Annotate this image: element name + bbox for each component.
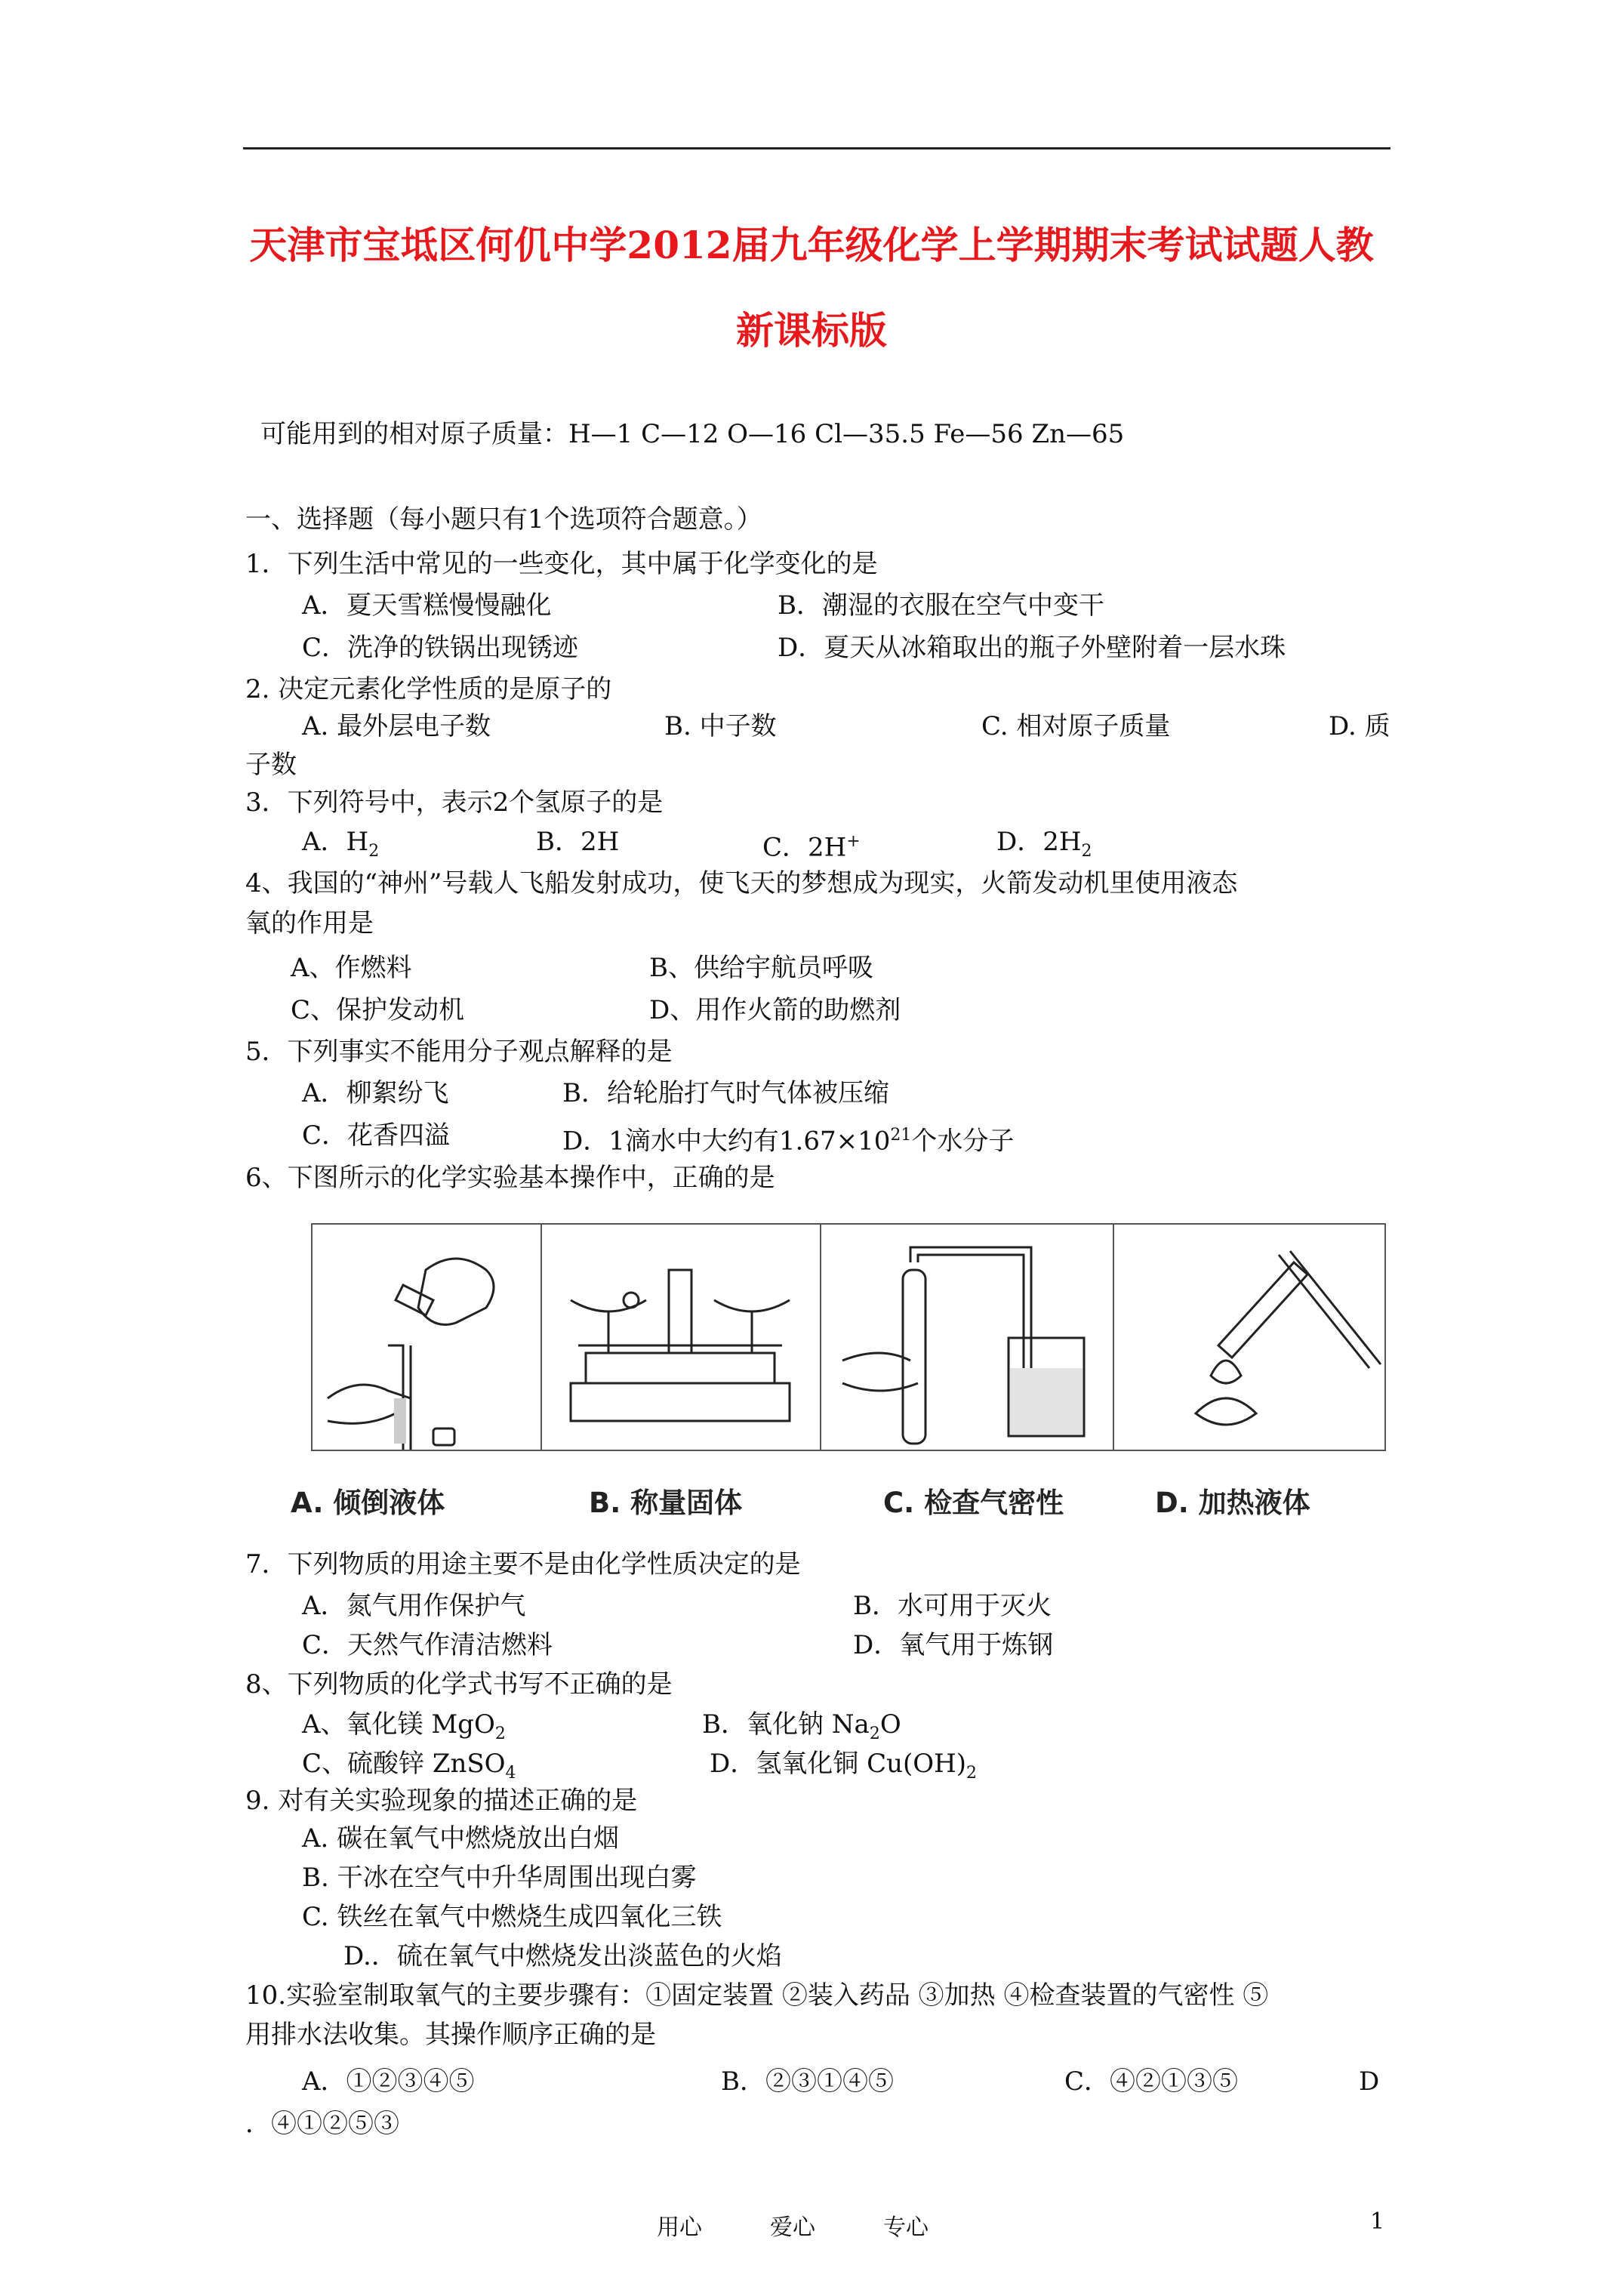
question-5-option-a: A．柳絮纷飞 xyxy=(302,1078,449,1108)
panel-gas-tightness xyxy=(820,1225,1114,1450)
caption-a: A. 倾倒液体 xyxy=(291,1487,445,1519)
header-rule xyxy=(243,147,1390,149)
pouring-liquid-illustration xyxy=(313,1225,540,1450)
question-2-option-a: A. 最外层电子数 xyxy=(302,711,491,741)
gas-tightness-illustration xyxy=(820,1225,1113,1450)
question-8-option-a: A、氧化镁 MgO$_2$ xyxy=(302,1709,506,1743)
section-heading: 一、选择题（每小题只有1个选项符合题意。） xyxy=(245,504,762,535)
question-4-stem: 4、我国的“神州”号载人飞船发射成功，使飞天的梦想成为现实，火箭发动机里使用液态 xyxy=(245,868,1238,898)
question-1-option-a: A．夏天雪糕慢慢融化 xyxy=(302,590,552,621)
caption-c: C. 检查气密性 xyxy=(883,1487,1064,1519)
question-4-option-d: D、用作火箭的助燃剂 xyxy=(649,995,901,1025)
question-4-option-a: A、作燃料 xyxy=(291,953,412,983)
question-1-option-d: D．夏天从冰箱取出的瓶子外壁附着一层水珠 xyxy=(778,633,1286,663)
question-3-option-b: B．2H xyxy=(536,827,620,857)
page-title-line1: 天津市宝坻区何仉中学2012届九年级化学上学期期末考试试题人教 xyxy=(249,223,1374,267)
question-7-option-a: A．氮气用作保护气 xyxy=(302,1591,526,1621)
question-4-option-c: C、保护发动机 xyxy=(291,995,465,1025)
question-9-option-d: D.．硫在氧气中燃烧发出淡蓝色的火焰 xyxy=(343,1941,782,1971)
question-2-option-b: B. 中子数 xyxy=(664,711,777,741)
question-4-stem-cont: 氧的作用是 xyxy=(245,908,374,938)
question-10-stem: 10.实验室制取氧气的主要步骤有：①固定装置 ②装入药品 ③加热 ④检查装置的气密性 ⑤ xyxy=(245,1980,1269,2011)
question-1-option-c: C．洗净的铁锅出现锈迹 xyxy=(302,633,579,663)
question-3-stem: 3．下列符号中，表示2个氢原子的是 xyxy=(245,787,664,818)
question-5-option-d: D．1滴水中大约有$1.67\times 10^{21}$个水分子 xyxy=(562,1126,1015,1157)
question-9-option-c: C. 铁丝在氧气中燃烧生成四氧化三铁 xyxy=(302,1902,722,1932)
question-10-wrap: ．④①②⑤③ xyxy=(245,2109,399,2139)
question-2-option-d: D. 质 xyxy=(1329,711,1390,741)
question-3-option-a: A．$H_2$ xyxy=(302,827,380,861)
atomic-masses: 可能用到的相对原子质量：H—1 C—12 O—16 Cl—35.5 Fe—56 Zn—65 xyxy=(260,419,1125,449)
question-9-option-a: A. 碳在氧气中燃烧放出白烟 xyxy=(302,1823,620,1854)
question-4-option-b: B、供给宇航员呼吸 xyxy=(649,953,873,983)
question-9-stem: 9. 对有关实验现象的描述正确的是 xyxy=(245,1786,638,1816)
question-10-stem-cont: 用排水法收集。其操作顺序正确的是 xyxy=(245,2020,656,2050)
footer-text-1: 用心 xyxy=(657,2214,702,2241)
question-8-option-c: C、硫酸锌 ZnSO$_4$ xyxy=(302,1749,516,1783)
question-10-option-a: A．①②③④⑤ xyxy=(302,2066,475,2097)
footer-text-3: 专心 xyxy=(883,2214,929,2241)
question-1-stem: 1．下列生活中常见的一些变化，其中属于化学变化的是 xyxy=(245,549,878,579)
question-8-option-b: B．氧化钠 $Na_2O$ xyxy=(702,1709,901,1743)
question-2-stem: 2. 决定元素化学性质的是原子的 xyxy=(245,674,612,704)
balance-illustration xyxy=(540,1225,820,1450)
question-5-option-b: B．给轮胎打气时气体被压缩 xyxy=(562,1078,889,1108)
question-10-option-b: B．②③①④⑤ xyxy=(721,2066,894,2097)
panel-heating-liquid xyxy=(1113,1225,1384,1450)
question-2-wrap: 子数 xyxy=(245,750,297,780)
page-title-line2: 新课标版 xyxy=(736,308,887,353)
question-10-option-d: D xyxy=(1359,2066,1380,2097)
question-7-option-c: C．天然气作清洁燃料 xyxy=(302,1630,553,1660)
caption-b: B. 称量固体 xyxy=(589,1487,743,1519)
question-8-stem: 8、下列物质的化学式书写不正确的是 xyxy=(245,1669,673,1700)
question-1-option-b: B．潮湿的衣服在空气中变干 xyxy=(778,590,1104,621)
lab-operations-figure xyxy=(311,1223,1386,1451)
panel-pouring-liquid xyxy=(313,1225,542,1450)
question-3-option-d: D．$2H_2$ xyxy=(996,827,1092,861)
question-7-option-b: B．水可用于灭火 xyxy=(853,1591,1052,1621)
panel-weighing-solid xyxy=(540,1225,821,1450)
question-5-option-c: C．花香四溢 xyxy=(302,1120,451,1151)
question-6-stem: 6、下图所示的化学实验基本操作中，正确的是 xyxy=(245,1163,775,1193)
question-8-option-d: D．氢氧化铜 $Cu(OH)_2$ xyxy=(710,1749,978,1783)
question-7-option-d: D．氧气用于炼钢 xyxy=(853,1630,1054,1660)
question-2-option-c: C. 相对原子质量 xyxy=(981,711,1171,741)
question-10-option-c: C．④②①③⑤ xyxy=(1064,2066,1239,2097)
heating-liquid-illustration xyxy=(1113,1225,1384,1450)
question-7-stem: 7．下列物质的用途主要不是由化学性质决定的是 xyxy=(245,1549,801,1579)
question-5-stem: 5．下列事实不能用分子观点解释的是 xyxy=(245,1037,673,1067)
question-3-option-c: C．2H+ xyxy=(762,832,861,863)
footer-text-2: 爱心 xyxy=(770,2214,815,2241)
question-9-option-b: B. 干冰在空气中升华周围出现白雾 xyxy=(302,1863,697,1893)
caption-d: D. 加热液体 xyxy=(1155,1487,1310,1519)
page-number: 1 xyxy=(1370,2208,1385,2235)
